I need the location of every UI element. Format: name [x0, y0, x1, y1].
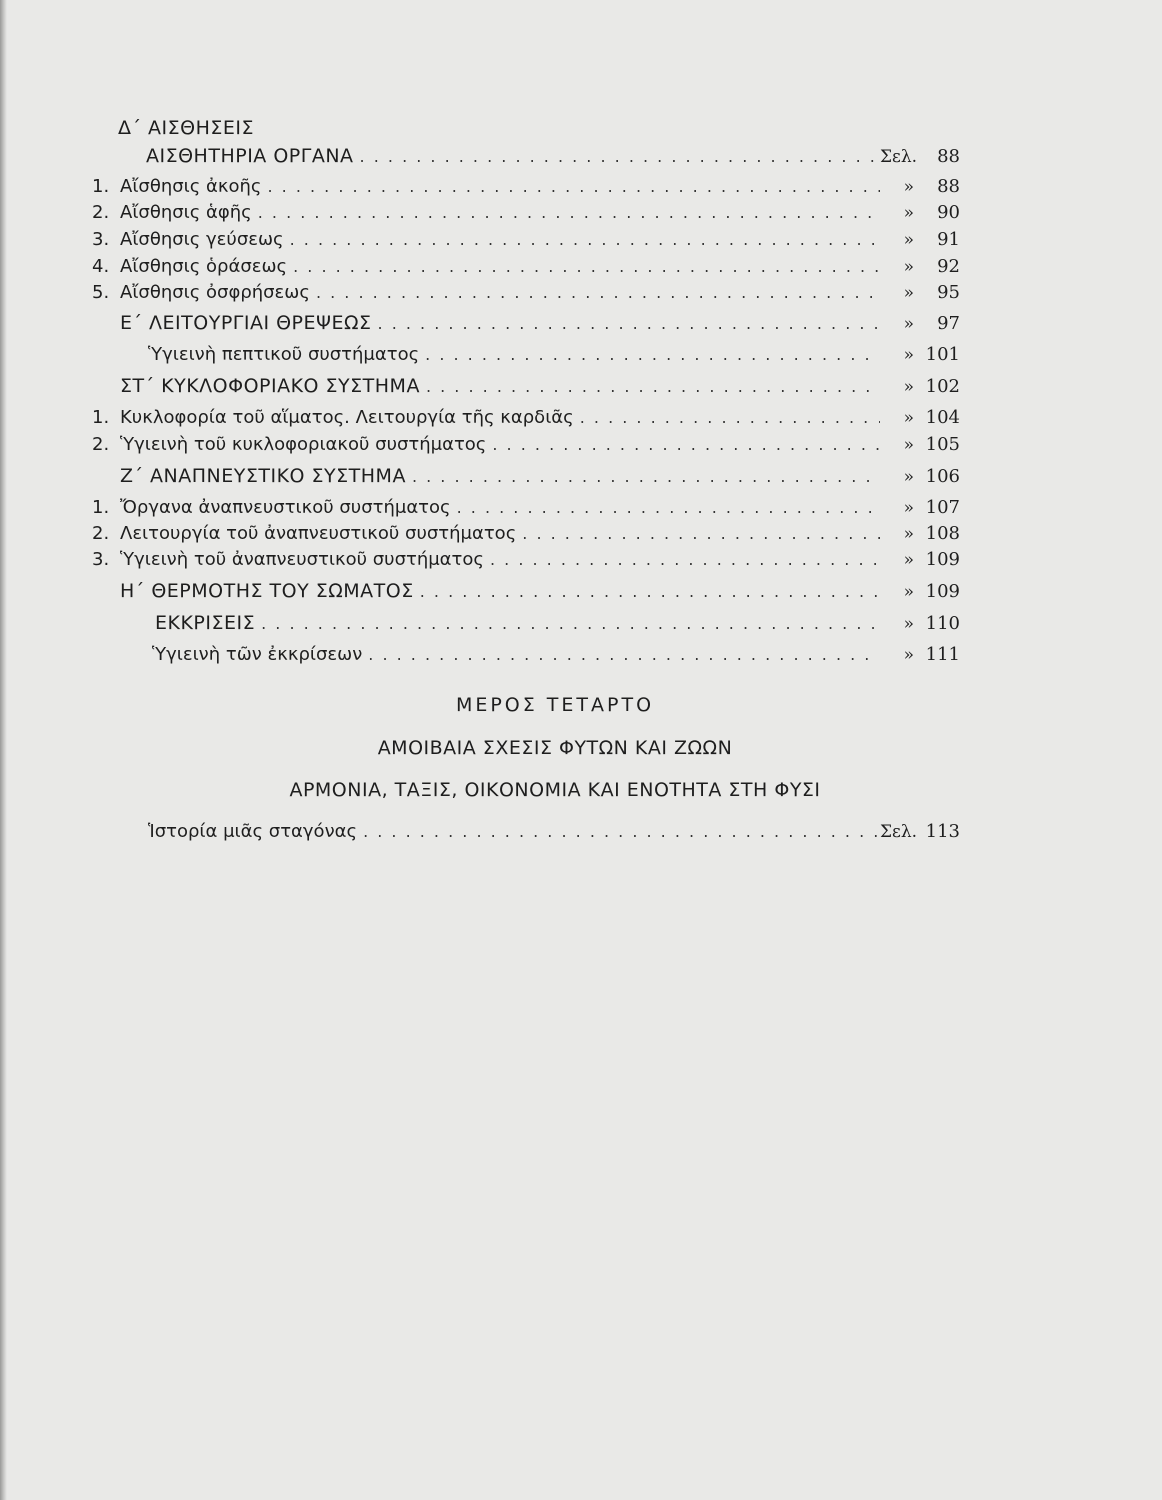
toc-entry-sight [92, 256, 960, 282]
page-number: 113 [925, 821, 960, 842]
page-marker: » [903, 408, 914, 428]
page-marker: » [903, 203, 914, 223]
page-marker: » [903, 498, 914, 518]
dot-leader [378, 314, 880, 333]
dot-leader [420, 582, 880, 601]
page-number: 107 [925, 497, 960, 518]
page-number: 91 [937, 229, 960, 250]
page-marker: Σελ. [880, 822, 918, 842]
toc-entry-label: ΣΤ΄ ΚΥΚΛΟΦΟΡΙΑΚΟ ΣΥΣΤΗΜΑ [120, 375, 420, 397]
page-marker: » [903, 177, 914, 197]
toc-entry-label: ΑΙΣΘΗΤΗΡΙΑ ΟΡΓΑΝΑ [146, 145, 354, 167]
page-number: 108 [925, 523, 960, 544]
toc-entry-label: Ὑγιεινὴ τοῦ ἀναπνευστικοῦ συστήματος [120, 549, 484, 570]
page-marker: » [903, 230, 914, 250]
toc-entry-body-temperature [120, 580, 960, 606]
toc-entry-label: Κυκλοφορία τοῦ αἵματος. Λειτουργία τῆς καρδιᾶς [120, 407, 574, 428]
page-number: 95 [937, 282, 960, 303]
toc-entry-label: Αἴσθησις ἁφῆς [120, 202, 252, 223]
page-number: 88 [937, 146, 960, 167]
toc-entry-respiratory-function [92, 523, 960, 549]
dot-leader [426, 377, 880, 396]
toc-entry-smell [92, 282, 960, 308]
dot-leader [316, 283, 880, 302]
page-number: 109 [925, 549, 960, 570]
toc-entry-label: Ε΄ ΛΕΙΤΟΥΡΓΙΑΙ ΘΡΕΨΕΩΣ [120, 312, 372, 334]
page-number: 110 [925, 613, 960, 634]
dot-leader [492, 435, 880, 454]
toc-entry-label: Η΄ ΘΕΡΜΟΤΗΣ ΤΟΥ ΣΩΜΑΤΟΣ [120, 580, 414, 602]
page-marker: » [903, 314, 914, 334]
toc-entry-circulatory-hygiene [92, 434, 960, 460]
toc-entry-nutrition-functions [120, 312, 960, 338]
page-number: 90 [937, 202, 960, 223]
page-number: 106 [925, 466, 960, 487]
part-four-subheading-2: ΑΡΜΟΝΙΑ, ΤΑΞΙΣ, ΟΙΚΟΝΟΜΙΑ ΚΑΙ ΕΝΟΤΗΤΑ ΣΤΗ ΦΥΣΙ [289, 779, 821, 801]
page-marker: » [903, 283, 914, 303]
toc-entry-respiratory-hygiene [92, 549, 960, 575]
page-number: 101 [925, 344, 960, 365]
toc-entry-respiratory-system [120, 465, 960, 491]
page-marker: » [903, 345, 914, 365]
toc-entry-label: Ζ΄ ΑΝΑΠΝΕΥΣΤΙΚΟ ΣΥΣΤΗΜΑ [120, 465, 406, 487]
page-marker: » [903, 257, 914, 277]
toc-entry-label: Λειτουργία τοῦ ἀναπνευστικοῦ συστήματος [120, 523, 517, 544]
page-marker: » [903, 377, 914, 397]
page-number: 97 [937, 313, 960, 334]
toc-entry-label: Αἴσθησις γεύσεως [120, 229, 284, 250]
page-marker: » [903, 467, 914, 487]
page-marker: » [903, 614, 914, 634]
entry-number: 4. [92, 256, 110, 277]
toc-entry-label: Ὑγιεινὴ τῶν ἐκκρίσεων [152, 644, 363, 665]
toc-entry-sense-organs [146, 145, 960, 171]
entry-number: 3. [92, 549, 110, 570]
toc-entry-secretions-hygiene [152, 644, 960, 670]
page-number: 104 [925, 407, 960, 428]
toc-entry-story-of-a-drop [148, 821, 960, 847]
toc-entry-label: Ὑγιεινὴ πεπτικοῦ συστήματος [148, 344, 420, 365]
entry-number: 2. [92, 434, 110, 455]
page-number: 92 [937, 256, 960, 277]
page-marker: » [903, 435, 914, 455]
entry-number: 1. [92, 176, 110, 197]
page-number: 102 [925, 376, 960, 397]
toc-entry-respiratory-organs [92, 497, 960, 523]
toc-entry-digestive-hygiene [148, 344, 960, 370]
entry-number: 5. [92, 282, 110, 303]
section-d-title: Δ΄ ΑΙΣΘΗΣΕΙΣ [118, 117, 255, 139]
entry-number: 2. [92, 202, 110, 223]
toc-entry-label: Ὑγιεινὴ τοῦ κυκλοφοριακοῦ συστήματος [120, 434, 487, 455]
dot-leader [522, 524, 880, 543]
toc-entry-label: ΕΚΚΡΙΣΕΙΣ [155, 612, 256, 634]
entry-number: 2. [92, 523, 110, 544]
entry-number: 1. [92, 407, 110, 428]
entry-number: 3. [92, 229, 110, 250]
toc-entry-label: Αἴσθησις ὁράσεως [120, 256, 288, 277]
page-number: 109 [925, 581, 960, 602]
toc-entry-label: Αἴσθησις ἀκοῆς [120, 176, 262, 197]
dot-leader [457, 498, 880, 517]
dot-leader [293, 257, 880, 276]
toc-entry-secretions [155, 612, 960, 638]
toc-entry-label: Ὄργανα ἀναπνευστικοῦ συστήματος [120, 497, 451, 518]
toc-entry-circulatory-system [120, 375, 960, 401]
dot-leader [580, 408, 880, 427]
part-four-subheading-1: ΑΜΟΙΒΑΙΑ ΣΧΕΣΙΣ ΦΥΤΩΝ ΚΑΙ ΖΩΩΝ [377, 737, 733, 759]
page-number: 105 [925, 434, 960, 455]
toc-entry-touch [92, 202, 960, 228]
toc-entry-label: Ἱστορία μιᾶς σταγόνας [148, 821, 358, 842]
page-marker: Σελ. [880, 147, 918, 167]
toc-entry-taste [92, 229, 960, 255]
page-number: 88 [937, 176, 960, 197]
toc-entry-blood-circulation [92, 407, 960, 433]
dot-leader [425, 345, 880, 364]
entry-number: 1. [92, 497, 110, 518]
page-marker: » [903, 645, 914, 665]
dot-leader [360, 147, 880, 166]
part-four-heading: ΜΕΡΟΣ ΤΕΤΑΡΤΟ [455, 694, 655, 716]
page-marker: » [903, 550, 914, 570]
dot-leader [290, 230, 880, 249]
toc-entry-label: Αἴσθησις ὀσφρήσεως [120, 282, 310, 303]
toc-entry-hearing [92, 176, 960, 202]
dot-leader [368, 645, 880, 664]
dot-leader [363, 822, 880, 841]
dot-leader [490, 550, 880, 569]
dot-leader [412, 467, 880, 486]
dot-leader [267, 177, 880, 196]
page-number: 111 [925, 644, 960, 665]
dot-leader [261, 614, 880, 633]
dot-leader [258, 203, 880, 222]
page-marker: » [903, 582, 914, 602]
page-marker: » [903, 524, 914, 544]
